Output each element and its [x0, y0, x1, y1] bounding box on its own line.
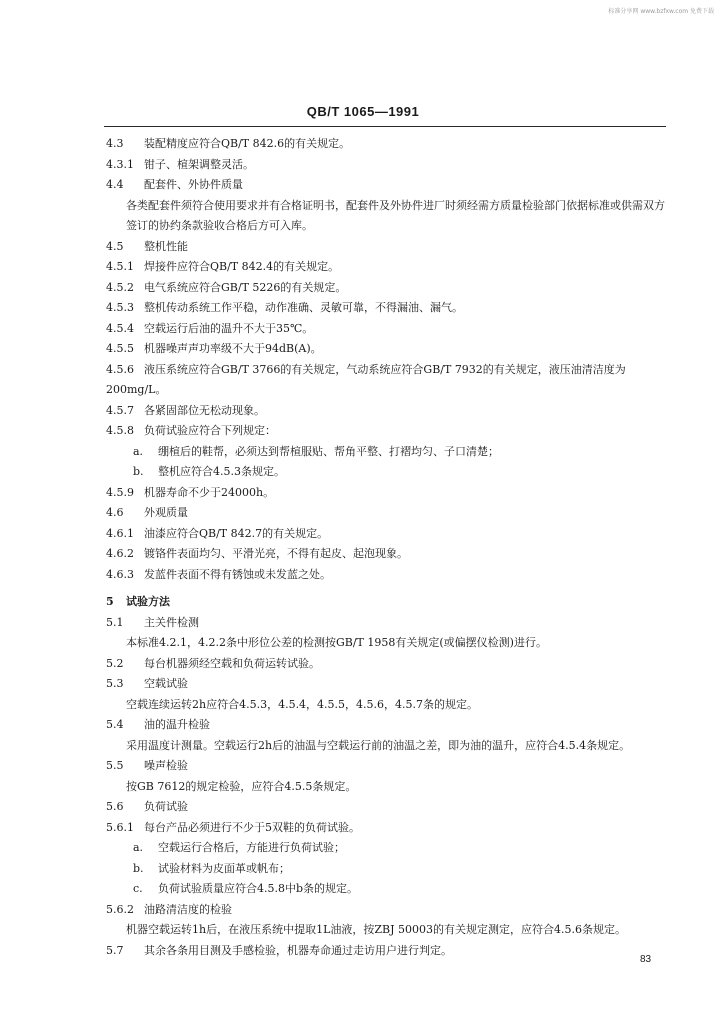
clause-number: 4.3.1 [106, 157, 134, 171]
clause-5-5 [106, 756, 666, 777]
clause-5-6-2 [106, 900, 666, 921]
section-number: 5 [106, 595, 114, 608]
clause-number: 5.7 [106, 943, 124, 957]
clause-5-7 [106, 941, 666, 962]
clause-4-5-5 [106, 339, 666, 360]
clause-4-3-1 [106, 155, 666, 176]
clause-number: 4.6.2 [106, 547, 134, 560]
item-marker: b. [133, 465, 144, 478]
clause-4-4 [106, 175, 666, 196]
clause-4-6 [106, 503, 666, 524]
item-marker: a. [133, 444, 144, 458]
clause-text: 各紧固部位无松动现象。 [144, 403, 265, 417]
clause-text: 配套件、外协件质量 [144, 178, 243, 191]
clause-text: 钳子、楦架调整灵活。 [144, 157, 254, 171]
clause-number: 4.6 [106, 506, 124, 519]
list-item-5-6-1-a [106, 838, 666, 859]
clause-5-4 [106, 715, 666, 736]
clause-text: 整机传动系统工作平稳，动作准确、灵敏可靠，不得漏油、漏气。 [144, 301, 463, 314]
clause-5-6-1 [106, 818, 666, 839]
clause-text: 油路清洁度的检验 [144, 902, 232, 916]
clause-4-5-7 [106, 401, 666, 422]
clause-text: 其余各条用目测及手感检验，机器寿命通过走访用户进行判定。 [144, 943, 452, 957]
clause-text: 机器寿命不少于24000h。 [144, 485, 275, 499]
clause-number: 4.5.3 [106, 301, 134, 314]
clause-4-5-2 [106, 278, 666, 299]
clause-number: 5.6 [106, 800, 124, 813]
clause-number: 5.6.2 [106, 902, 134, 916]
item-marker: a. [133, 841, 144, 854]
item-text: 负荷试验质量应符合4.5.8中b条的规定。 [158, 882, 359, 895]
paragraph-5-4: 采用温度计测量。空载运行2h后的油温与空载运行前的油温之差，即为油的温升，应符合4.5.4条规定。 [126, 738, 631, 752]
clause-4-5-6 [106, 360, 666, 401]
clause-text: 焊接件应符合QB/T 842.4的有关规定。 [144, 260, 340, 273]
clause-number: 5.4 [106, 718, 124, 731]
clause-text: 负荷试验 [144, 800, 188, 813]
clause-4-6-2 [106, 544, 666, 565]
clause-text: 电气系统应符合GB/T 5226的有关规定。 [144, 280, 347, 294]
list-item-5-6-1-c [106, 879, 666, 900]
paragraph-5-1: 本标准4.2.1，4.2.2条中形位公差的检测按GB/T 1958有关规定(或偏摆仪检测)进行。 [126, 636, 547, 649]
paragraph-5-5: 按GB 7612的规定检验，应符合4.5.5条规定。 [126, 779, 357, 793]
clause-number: 4.6.3 [106, 567, 134, 581]
clause-number: 5.3 [106, 677, 124, 690]
paragraph-5-3: 空载连续运转2h应符合4.5.3，4.5.4，4.5.5，4.5.6，4.5.7条的规定。 [126, 697, 479, 711]
list-item-4-5-8-b [106, 462, 666, 483]
header-rule [104, 126, 666, 127]
clause-text: 发蓝件表面不得有锈蚀或未发蓝之处。 [144, 567, 331, 581]
paragraph-5-6-2: 机器空载运转1h后，在液压系统中提取1L油液，按ZBJ 50003的有关规定测定，应符合4.5.6条规定。 [126, 923, 626, 936]
clause-number: 4.5.8 [106, 424, 134, 437]
clause-5-1 [106, 613, 666, 634]
clause-text: 每台机器须经空载和负荷运转试验。 [144, 656, 320, 670]
page-header: QB/T 1065—1991 [306, 104, 420, 119]
clause-text: 油的温升检验 [144, 718, 210, 731]
section-5-heading [106, 592, 666, 613]
item-marker: c. [133, 882, 143, 895]
clause-text: 主关件检测 [144, 615, 199, 629]
clause-4-5-4 [106, 319, 666, 340]
watermark: 标准分享网 www.bzfxw.com 免费下载 [608, 8, 714, 15]
clause-number: 4.5.6 [106, 362, 134, 376]
clause-4-5-8 [106, 421, 666, 442]
clause-number: 5.6.1 [106, 820, 134, 834]
clause-number: 4.5.9 [106, 485, 134, 499]
list-item-5-6-1-b [106, 859, 666, 880]
clause-5-3 [106, 674, 666, 695]
clause-number: 4.6.1 [106, 526, 134, 540]
item-text: 绷楦后的鞋帮，必须达到帮楦服贴、帮角平整、打褶均匀、子口清楚； [158, 444, 499, 458]
clause-text: 空载运行后油的温升不大于35℃。 [144, 321, 314, 335]
clause-5-6 [106, 797, 666, 818]
item-text: 整机应符合4.5.3条规定。 [158, 465, 285, 478]
clause-4-5 [106, 237, 666, 258]
clause-4-5-1 [106, 257, 666, 278]
clause-text: 外观质量 [144, 506, 188, 519]
item-text: 空载运行合格后，方能进行负荷试验； [158, 841, 345, 854]
item-marker: b. [133, 861, 144, 875]
clause-4-6-1 [106, 524, 666, 545]
clause-number: 5.2 [106, 656, 124, 670]
clause-number: 4.5.7 [106, 403, 134, 417]
clause-number: 4.3 [106, 137, 124, 150]
clause-number: 5.5 [106, 759, 124, 772]
clause-text: 油漆应符合QB/T 842.7的有关规定。 [144, 526, 329, 540]
clause-text: 液压系统应符合GB/T 3766的有关规定，气动系统应符合GB/T 7932的有关规定，液压油清洁度为200mg/L。 [106, 362, 626, 396]
page-number: 83 [640, 954, 652, 965]
clause-4-3 [106, 134, 666, 155]
clause-4-5-9 [106, 483, 666, 504]
clause-4-5-3 [106, 298, 666, 319]
clause-text: 空载试验 [144, 677, 188, 690]
paragraph-4-4: 各类配套件须符合使用要求并有合格证明书，配套件及外协件进厂时须经需方质量检验部门依据标准或供需双方签订的协约条款验收合格后方可入库。 [126, 198, 665, 232]
section-title: 试验方法 [126, 595, 170, 608]
clause-text: 镀铬件表面均匀、平滑光亮，不得有起皮、起泡现象。 [144, 547, 408, 560]
clause-text: 整机性能 [144, 239, 188, 253]
clause-4-6-3 [106, 565, 666, 586]
clause-number: 4.5.2 [106, 280, 134, 294]
clause-number: 4.4 [106, 178, 124, 191]
item-text: 试验材料为皮面革或帆布； [158, 861, 290, 875]
document-body [106, 134, 666, 961]
clause-number: 4.5 [106, 239, 124, 253]
list-item-4-5-8-a [106, 442, 666, 463]
clause-5-2 [106, 654, 666, 675]
clause-number: 5.1 [106, 615, 124, 629]
clause-text: 装配精度应符合QB/T 842.6的有关规定。 [144, 137, 351, 150]
clause-text: 每台产品必须进行不少于5双鞋的负荷试验。 [144, 820, 360, 834]
clause-number: 4.5.5 [106, 342, 134, 355]
clause-number: 4.5.1 [106, 260, 134, 273]
clause-text: 负荷试验应符合下列规定： [144, 424, 276, 437]
clause-number: 4.5.4 [106, 321, 134, 335]
clause-text: 噪声检验 [144, 759, 188, 772]
clause-text: 机器噪声声功率级不大于94dB(A)。 [144, 342, 322, 355]
